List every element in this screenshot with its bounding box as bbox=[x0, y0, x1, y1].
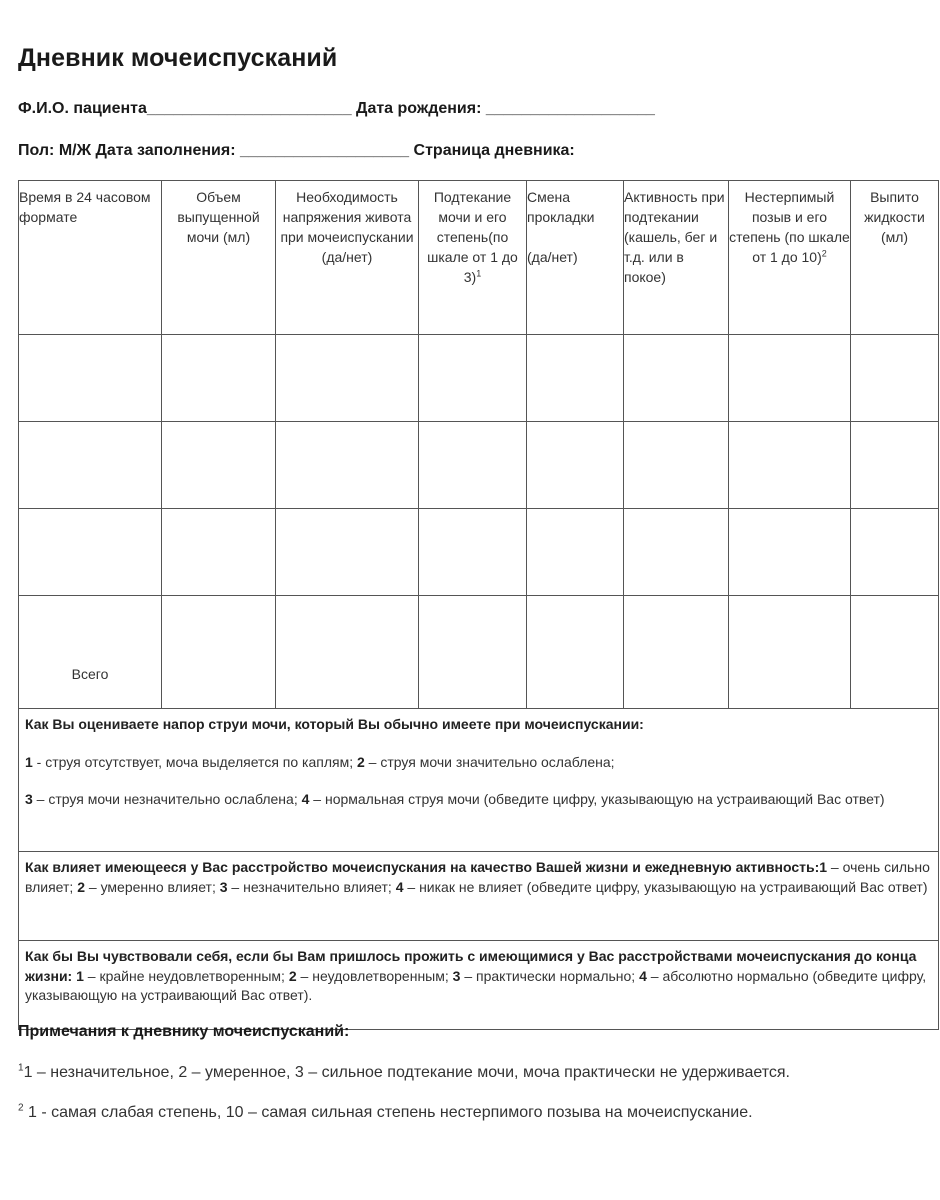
footnote-ref-2: 2 bbox=[821, 248, 827, 259]
patient-name-label: Ф.И.О. пациента bbox=[18, 100, 147, 117]
diary-table bbox=[18, 180, 939, 1030]
table-cell[interactable] bbox=[276, 422, 419, 509]
header-pad-change: Смена прокладки (да/нет) bbox=[527, 181, 624, 335]
table-cell[interactable] bbox=[19, 422, 162, 509]
question-row-feeling bbox=[19, 941, 939, 1030]
header-leakage: Подтекание мочи и его степень(по шкале от 1 до 3)$^1$ bbox=[419, 181, 527, 335]
table-cell[interactable] bbox=[419, 422, 527, 509]
table-cell[interactable] bbox=[624, 596, 729, 709]
header-strain: Необходимость напряжения живота при мочеиспускании (да/нет) bbox=[276, 181, 419, 335]
table-row bbox=[19, 509, 939, 596]
table-cell[interactable] bbox=[19, 335, 162, 422]
note-1-text: 1 – незначительное, 2 – умеренное, 3 – сильное подтекание мочи, моча практически не удерживается. bbox=[23, 1064, 790, 1081]
sex-label: Пол: М/Ж bbox=[18, 142, 92, 159]
table-cell[interactable] bbox=[527, 509, 624, 596]
question-quality-of-life: Как влияет имеющееся у Вас расстройство мочеиспускания на качество Вашей жизни и ежедневную активность:1 – очень сильно влияет; 2 – умеренно влияет; 3 – незначительно влияет; 4 – никак не влияет (обведите цифру, указывающую на устраивающий Вас ответ) bbox=[19, 852, 939, 941]
total-label: Всего bbox=[19, 596, 162, 709]
table-cell[interactable] bbox=[851, 509, 939, 596]
notes-title: Примечания к дневнику мочеиспусканий: bbox=[18, 1023, 350, 1040]
question-feeling: Как бы Вы чувствовали себя, если бы Вам пришлось прожить с имеющимися у Вас расстройствами мочеиспускания до конца жизни: 1 – крайне неудовлетворенным; 2 – неудовлетворенным; 3 – практически нормально; 4 – абсолютно нормально (обведите цифру, указывающую на устраивающий Вас ответ). bbox=[19, 941, 939, 1030]
header-fluid-intake: Выпито жидкости (мл) bbox=[851, 181, 939, 335]
table-cell[interactable] bbox=[19, 509, 162, 596]
table-cell[interactable] bbox=[419, 335, 527, 422]
table-cell[interactable] bbox=[851, 596, 939, 709]
table-cell[interactable] bbox=[419, 596, 527, 709]
table-cell[interactable] bbox=[851, 335, 939, 422]
table-header-row bbox=[19, 181, 939, 335]
header-activity: Активность при подтекании (кашель, бег и т.д. или в покое) bbox=[624, 181, 729, 335]
table-cell[interactable] bbox=[419, 509, 527, 596]
birth-date-blank[interactable]: ___________________ bbox=[485, 100, 655, 117]
birth-date-label: Дата рождения: bbox=[356, 100, 482, 117]
page-title: Дневник мочеиспусканий bbox=[18, 44, 338, 72]
table-cell[interactable] bbox=[162, 422, 276, 509]
patient-info-line bbox=[18, 100, 655, 118]
note-2-marker: 2 bbox=[18, 1102, 24, 1114]
table-cell[interactable] bbox=[729, 509, 851, 596]
note-2 bbox=[18, 1104, 753, 1122]
table-cell[interactable] bbox=[527, 596, 624, 709]
question-row-quality bbox=[19, 852, 939, 941]
table-cell[interactable] bbox=[527, 335, 624, 422]
diary-page-label: Страница дневника: bbox=[413, 142, 575, 159]
table-row bbox=[19, 422, 939, 509]
table-cell[interactable] bbox=[527, 422, 624, 509]
patient-name-blank[interactable]: _______________________ bbox=[146, 100, 352, 117]
note-2-text: 1 - самая слабая степень, 10 – самая сильная степень нестерпимого позыва на мочеиспускание. bbox=[23, 1104, 753, 1121]
question-row-stream bbox=[19, 709, 939, 852]
fill-date-blank[interactable]: ___________________ bbox=[240, 142, 410, 159]
note-1 bbox=[18, 1064, 790, 1082]
table-cell[interactable] bbox=[276, 335, 419, 422]
table-cell[interactable] bbox=[624, 422, 729, 509]
diary-info-line bbox=[18, 142, 575, 160]
table-cell[interactable] bbox=[851, 422, 939, 509]
note-1-marker: 1 bbox=[18, 1062, 24, 1074]
table-cell[interactable] bbox=[276, 509, 419, 596]
table-cell[interactable] bbox=[729, 335, 851, 422]
table-cell[interactable] bbox=[276, 596, 419, 709]
header-urgency: Нестерпимый позыв и его степень (по шкале от 1 до 10)$^2$ bbox=[729, 181, 851, 335]
question-stream: Как Вы оцениваете напор струи мочи, который Вы обычно имеете при мочеиспускании: 1 - струя отсутствует, моча выделяется по каплям; 2 – струя мочи значительно ослаблена; 3 – струя мочи незначительно ослаблена; 4 – нормальная струя мочи (обведите цифру, указывающую на устраивающий Вас ответ) bbox=[19, 709, 939, 852]
table-cell[interactable] bbox=[729, 596, 851, 709]
header-time: Время в 24 часовом формате bbox=[19, 181, 162, 335]
table-cell[interactable] bbox=[162, 509, 276, 596]
table-cell[interactable] bbox=[624, 335, 729, 422]
table-cell[interactable] bbox=[624, 509, 729, 596]
table-cell[interactable] bbox=[162, 335, 276, 422]
table-row bbox=[19, 335, 939, 422]
fill-date-label: Дата заполнения: bbox=[95, 142, 236, 159]
header-volume: Объем выпущенной мочи (мл) bbox=[162, 181, 276, 335]
total-row bbox=[19, 596, 939, 709]
table-cell[interactable] bbox=[162, 596, 276, 709]
footnote-ref-1: 1 bbox=[476, 268, 482, 279]
table-cell[interactable] bbox=[729, 422, 851, 509]
